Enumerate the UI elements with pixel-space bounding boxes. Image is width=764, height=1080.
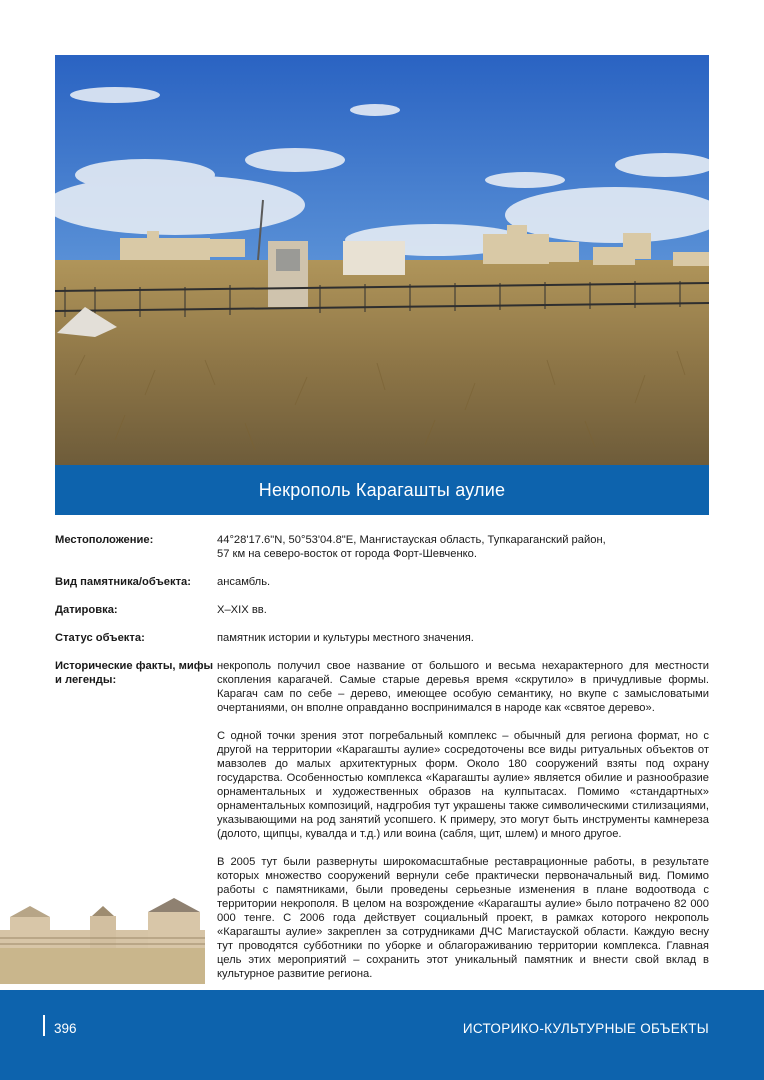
location-row: Местоположение: 44°28'17.6"N, 50°53'04.8"E, Мангистауская область, Тупкараганский район, 57 км на северо-восток от города Форт-Шевченко.: [55, 533, 709, 561]
dating-value: X–XIX вв.: [217, 604, 267, 616]
page-number: 396: [54, 1021, 77, 1036]
type-value: ансамбль.: [217, 576, 271, 588]
location-label: Местоположение: [55, 534, 150, 546]
page-footer: [0, 990, 764, 1080]
dating-row: [55, 603, 709, 617]
history-label: Исторические факты, мифы и легенды:: [55, 660, 214, 686]
history-paragraph-3: В 2005 тут были развернуты широкомасштабные реставрационные работы, в результате которых множество сооружений вернули себе практически первоначальный вид. Помимо работы с памятниками, были проведены серьезные изменения в плане водоотвода с территории некрополя. В целом на возрождение «Карагашты аулие» было потрачено 82 000 000 тенге. С 2006 года действует социальный проект, в рамках которого некрополь «Карагашты аулие» закреплен за сотрудниками ДЧС Магистауской области. Каждую весну тут проводятся субботники по уборке и облагораживанию территории комплекса. Главная цель этих мероприятий – сохранить этот уникальный памятник и внести свой вклад в культурное развитие региона.: [217, 856, 709, 980]
history-paragraph-1: некрополь получил свое название от большого и весьма нехарактерного для местности скопления карагачей. Самые старые деревья время «скрутило» в причудливые формы. Карагач сам по себе – дерево, имеющее особую семантику, но вкупе с замысловатыми очертаниями, он вполне оправданно воспринимался в народе как «святое дерево».: [217, 660, 709, 714]
type-label: Вид памятника/объекта:: [55, 576, 191, 588]
necropolis-photo: [55, 55, 709, 465]
location-value-line-1: 44°28'17.6"N, 50°53'04.8"E, Мангистауская область, Тупкараганский район,: [217, 534, 606, 546]
page-title: Некрополь Карагашты аулие: [55, 465, 709, 515]
mausoleum-sketch-image: [0, 892, 205, 984]
dating-label: Датировка:: [55, 604, 118, 616]
type-row: [55, 575, 709, 589]
status-label: Статус объекта:: [55, 632, 145, 644]
history-paragraph-2: С одной точки зрения этот погребальный комплекс – обычный для региона формат, но с другой на территории «Карагашты аулие» сосредоточены все виды ритуальных объектов от мавзолев до малых архитектурных форм. Около 180 сооружений взяты под охрану государства. Особенностью комплекса «Карагашты аулие» является обилие и разнообразие орнаментальных и художественных образов на кулпытасах. Помимо «стандартных» орнаментальных композиций, надгробия тут украшены также символическими стилизациями, указывающими на род занятий усопшего. К примеру, это могут быть инструменты камнереза (долото, щипцы, кувалда и т.д.) или воина (сабля, щит, шлем) и много другое.: [217, 730, 709, 840]
section-title: ИСТОРИКО-КУЛЬТУРНЫЕ ОБЪЕКТЫ: [462, 1021, 709, 1036]
footer-divider: [43, 1015, 45, 1036]
location-value-line-2: 57 км на северо-восток от города Форт-Шевченко.: [217, 548, 478, 560]
status-row: [55, 631, 709, 645]
status-value: памятник истории и культуры местного значения.: [217, 632, 474, 644]
